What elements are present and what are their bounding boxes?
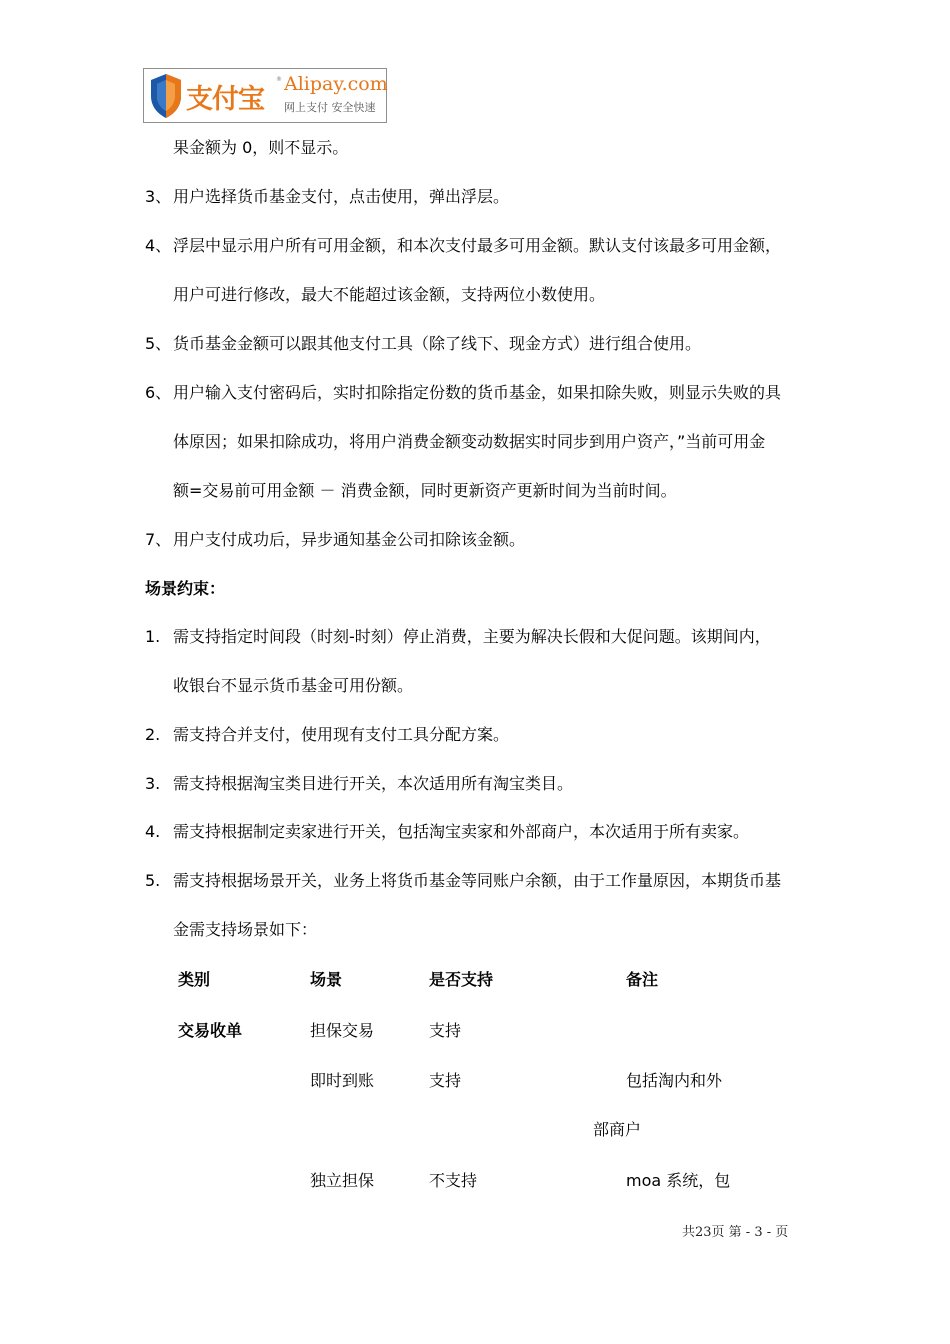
constraint-number-4: 4. [145,822,161,841]
paragraph-5: 货币基金金额可以跟其他支付工具（除了线下、现金方式）进行组合使用。 [173,334,702,353]
table-header-scene: 场景 [310,970,343,989]
constraint-2: 需支持合并支付，使用现有支付工具分配方案。 [173,725,510,744]
paragraph-continuation: 果金额为 0，则不显示。 [173,138,349,157]
constraint-number-2: 2. [145,725,161,744]
paragraph-6-line-2: 体原因；如果扣除成功，将用户消费金额变动数据实时同步到用户资产，”当前可用金 [173,432,766,451]
table-cell-scene: 独立担保 [310,1171,375,1190]
constraint-5-line-2: 金需支持场景如下： [173,920,318,939]
page-footer: 共23页 第 - 3 - 页 [682,1225,789,1240]
logo-cn-text: 支付宝 [186,84,264,115]
shield-icon [148,72,184,120]
paragraph-6-line-3: 额=交易前可用金额 － 消费金额，同时更新资产更新时间为当前时间。 [173,481,677,500]
constraint-1-line-2: 收银台不显示货币基金可用份额。 [173,676,414,695]
table-cell-support: 不支持 [429,1171,478,1190]
item-number-4: 4、 [145,236,172,255]
table-header-category: 类别 [178,970,211,989]
item-number-6: 6、 [145,383,172,402]
logo-registered-mark: ® [276,76,282,83]
table-header-note: 备注 [626,970,659,989]
constraint-number-3: 3. [145,774,161,793]
constraint-number-5: 5. [145,871,161,890]
table-cell-support: 支持 [429,1071,462,1090]
alipay-logo [143,68,387,123]
table-cell-support: 支持 [429,1021,462,1040]
item-number-5: 5、 [145,334,172,353]
table-cell-note-wrap: 部商户 [593,1120,642,1139]
table-header-support: 是否支持 [429,970,494,989]
paragraph-6-line-1: 用户输入支付密码后，实时扣除指定份数的货币基金，如果扣除失败，则显示失败的具 [173,383,782,402]
constraint-5-line-1: 需支持根据场景开关，业务上将货币基金等同账户余额，由于工作量原因，本期货币基 [173,871,782,890]
constraint-3: 需支持根据淘宝类目进行开关，本次适用所有淘宝类目。 [173,774,574,793]
item-number-7: 7、 [145,530,172,549]
table-cell-category: 交易收单 [178,1021,243,1040]
constraint-number-1: 1. [145,627,161,646]
table-cell-note: moa 系统，包 [626,1171,731,1190]
paragraph-7: 用户支付成功后，异步通知基金公司扣除该金额。 [173,530,526,549]
constraint-4: 需支持根据制定卖家进行开关，包括淘宝卖家和外部商户，本次适用于所有卖家。 [173,822,750,841]
section-heading: 场景约束： [145,579,226,598]
paragraph-3: 用户选择货币基金支付，点击使用，弹出浮层。 [173,187,510,206]
paragraph-4-line-2: 用户可进行修改，最大不能超过该金额，支持两位小数使用。 [173,285,606,304]
logo-en-text: Alipay.com [284,73,388,95]
table-cell-scene: 即时到账 [310,1071,375,1090]
table-cell-note: 包括淘内和外 [626,1071,723,1090]
constraint-1-line-1: 需支持指定时间段（时刻-时刻）停止消费，主要为解决长假和大促问题。该期间内， [173,627,771,646]
paragraph-4-line-1: 浮层中显示用户所有可用金额，和本次支付最多可用金额。默认支付该最多可用金额， [173,236,782,255]
table-cell-scene: 担保交易 [310,1021,375,1040]
logo-tagline: 网上支付 安全快速 [284,101,376,114]
item-number-3: 3、 [145,187,172,206]
